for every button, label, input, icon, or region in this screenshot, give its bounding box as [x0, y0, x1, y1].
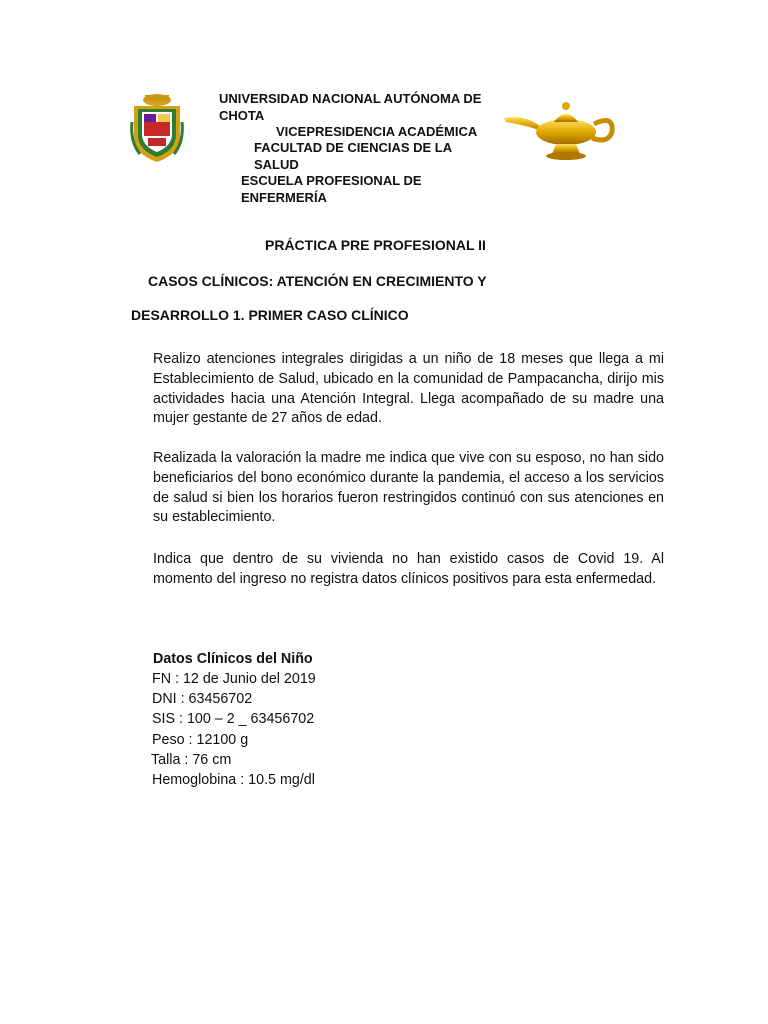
faculty-name-line1: FACULTAD DE CIENCIAS DE LA	[254, 140, 453, 155]
school-name-line2: ENFERMERÍA	[241, 189, 327, 205]
height-value: Talla : 76 cm	[151, 752, 232, 768]
university-name-line1: UNIVERSIDAD NACIONAL AUTÓNOMA DE	[219, 91, 482, 106]
university-crest-icon	[130, 92, 184, 164]
clinical-data-heading: Datos Clínicos del Niño	[153, 651, 313, 667]
case-paragraph-1: Realizo atenciones integrales dirigidas a un niño de 18 meses que llega a mi Establecimiento de Salud, ubicado en la comunidad de Pampacancha, dirijo mis actividades hacia una Atención Integral. Llega acompañado de su madre una mujer gestante de 27 años de edad.	[153, 351, 664, 427]
university-name-line2: CHOTA	[219, 107, 265, 123]
birth-date: FN : 12 de Junio del 2019	[152, 671, 316, 687]
sis-value: SIS : 100 – 2 _ 63456702	[152, 711, 315, 727]
hemoglobin-value: Hemoglobina : 10.5 mg/dl	[152, 772, 315, 788]
cases-title-line2: DESARROLLO 1. PRIMER CASO CLÍNICO	[131, 307, 409, 323]
school-name-line1: ESCUELA PROFESIONAL DE	[241, 173, 422, 188]
practice-title: PRÁCTICA PRE PROFESIONAL II	[265, 237, 486, 253]
case-paragraph-3: Indica que dentro de su vivienda no han existido casos de Covid 19. Al momento del ingreso no registra datos clínicos positivos para esta enfermedad.	[153, 551, 664, 587]
case-paragraph-2: Realizada la valoración la madre me indica que vive con su esposo, no han sido beneficiarios del bono económico durante la pandemia, el acceso a los servicios de salud si bien los horarios fueron restringidos continuó con sus atenciones en su establecimiento.	[153, 450, 664, 526]
vicepresidency-label: VICEPRESIDENCIA ACADÉMICA	[276, 124, 478, 139]
cases-title-line1: CASOS CLÍNICOS: ATENCIÓN EN CRECIMIENTO Y	[148, 273, 487, 289]
weight-value: Peso : 12100 g	[152, 732, 249, 748]
dni-value: DNI : 63456702	[152, 691, 253, 707]
oil-lamp-icon	[500, 92, 620, 164]
faculty-name-line2: SALUD	[254, 156, 299, 172]
